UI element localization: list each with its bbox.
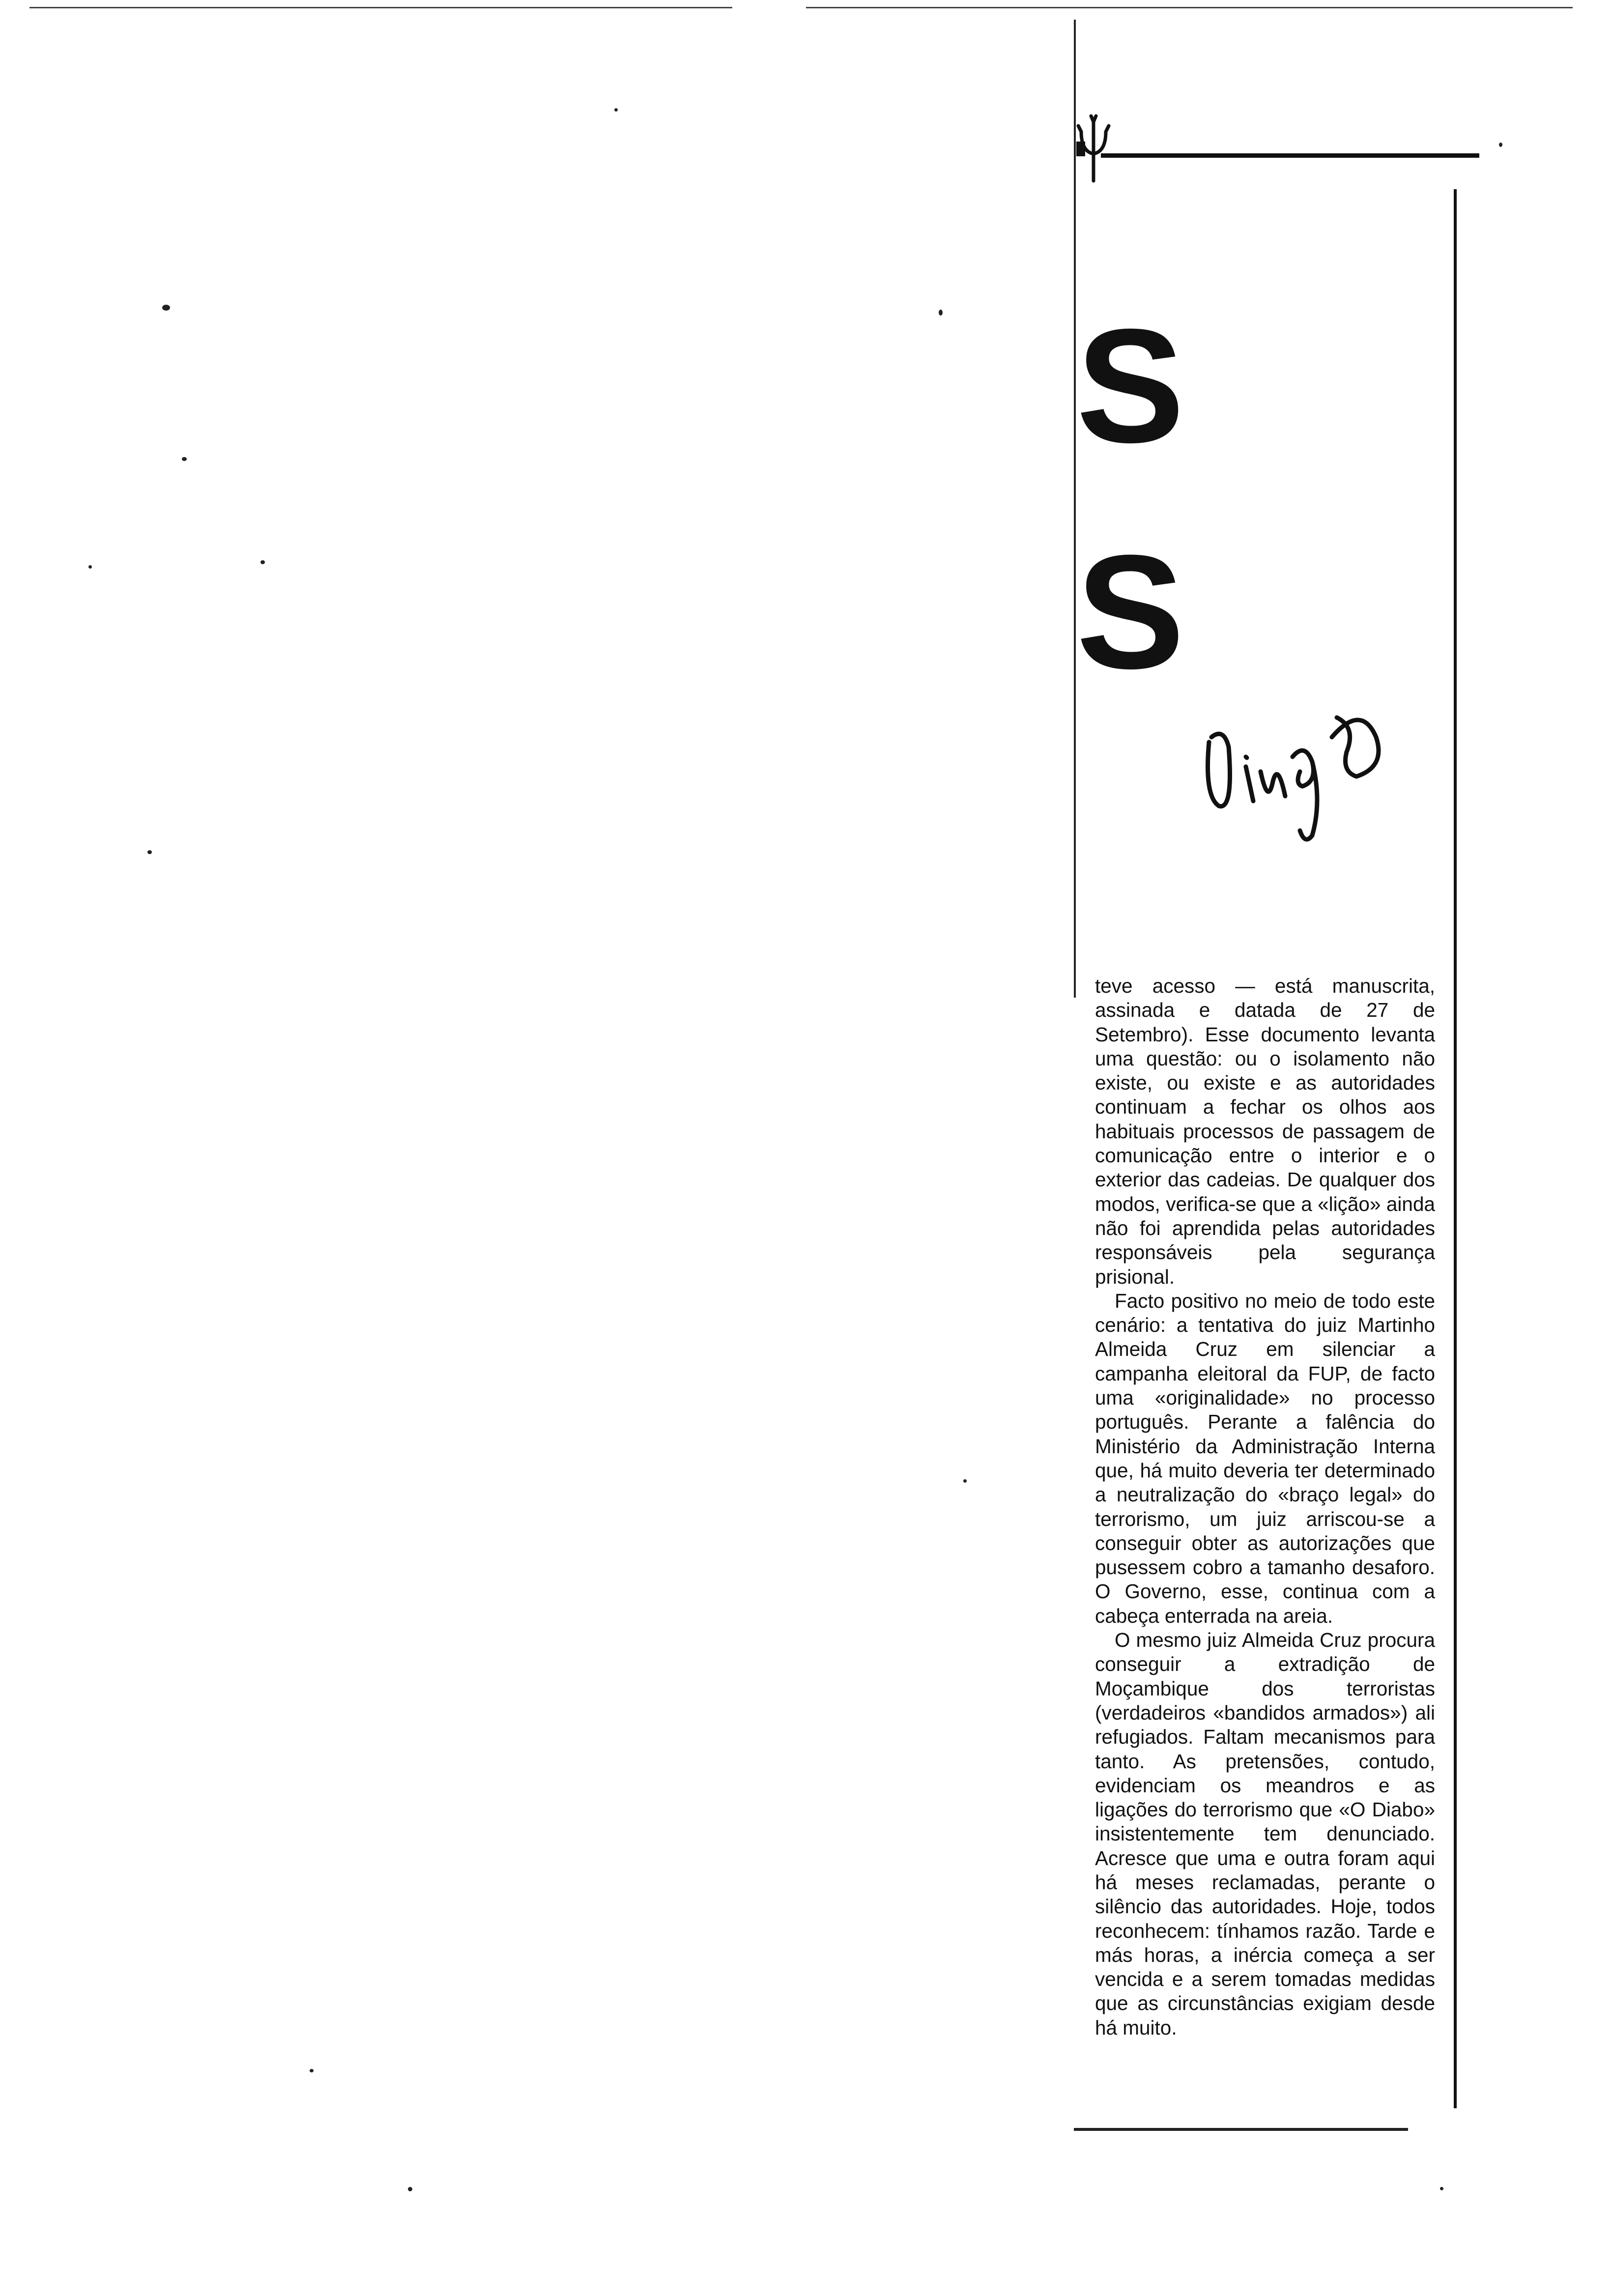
article-paragraph: O mesmo juiz Almeida Cruz procura conseguir a extradição de Moçambique dos terroristas (verdadeiros «bandidos armados») ali refugiados. Faltam mecanismos para tanto. As pretensões, contudo, evidenciam os meandros e as ligações do terrorismo que «O Diabo» insistentemente tem denunciado. Acresce que uma e outra foram aqui há meses reclamadas, perante o silêncio das autoridades. Hoje, todos reconhecem: tínhamos razão. Tarde e más horas, a inércia começa a ser vencida e a serem tomadas medidas que as circunstâncias exigiam desde há muito. [1095, 1629, 1435, 2039]
headline-letter: S [1076, 521, 1185, 702]
scan-top-rule-right [806, 7, 1573, 8]
article-paragraph: Facto positivo no meio de todo este cenário: a tentativa do juiz Martinho Almeida Cruz em silenciar a campanha eleitoral da FUP, de facto uma «originalidade» no processo português. Perante a falência do Ministério da Administração Interna que, há muito deveria ter determinado a neutralização do «braço legal» do terrorismo, um juiz arriscou-se a conseguir obter as autorizações que pusessem cobro a tamanho desaforo. O Governo, esse, continua com a cabeça enterrada na areia. [1095, 1289, 1435, 1627]
headline-letter: S [1076, 295, 1185, 476]
column-bottom-rule [1074, 2128, 1408, 2131]
scan-top-rule-left [29, 7, 732, 8]
article-column [1095, 974, 1435, 2040]
column-right-border [1454, 189, 1457, 2108]
trident-emblem-icon [1071, 112, 1116, 186]
handwritten-signature [1199, 683, 1410, 845]
article-paragraph: teve acesso — está manuscrita, assinada e datada de 27 de Setembro). Esse documento levanta uma questão: ou o isolamento não existe, ou existe e as autoridades continuam a fechar os olhos aos habituais processos de passagem de comunicação entre o interior e o exterior das cadeias. De qualquer dos modos, verifica-se que a «lição» ainda não foi aprendida pelas autoridades responsáveis pela segurança prisional. [1095, 975, 1435, 1288]
masthead-rule [1101, 153, 1479, 158]
